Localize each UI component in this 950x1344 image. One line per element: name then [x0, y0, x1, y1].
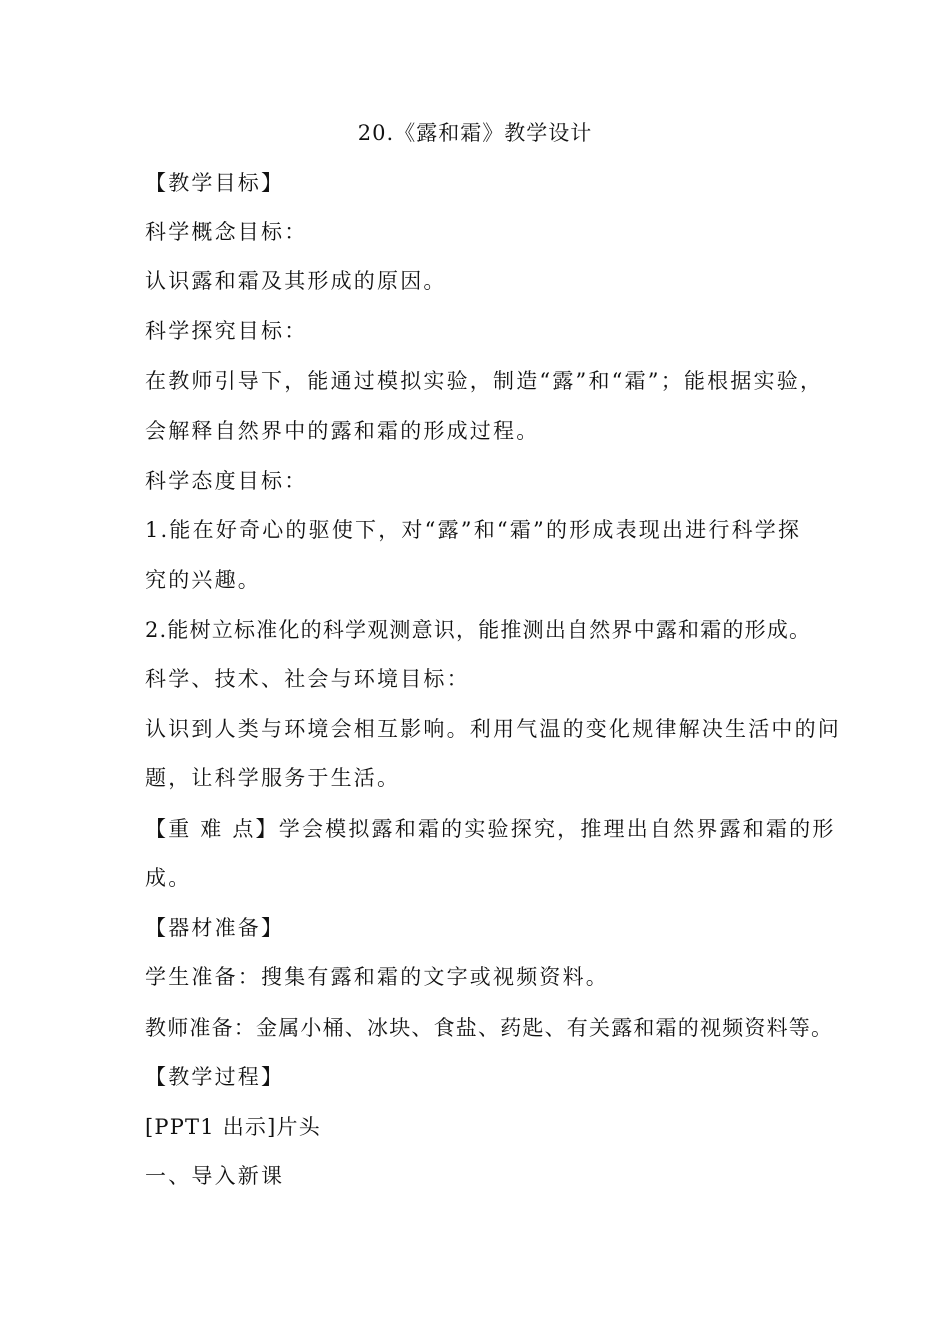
paragraph-line: 1.能在好奇心的驱使下，对“露”和“霜”的形成表现出进行科学探 — [145, 518, 802, 542]
document-title: 20.《露和霜》教学设计 — [357, 121, 593, 145]
subheading-sts-goal: 科学、技术、社会与环境目标： — [145, 667, 470, 691]
paragraph-line: 题，让科学服务于生活。 — [145, 766, 401, 790]
paragraph-line: 在教师引导下，能通过模拟实验，制造“露”和“霜”；能根据实验， — [145, 369, 824, 393]
section-heading-process: 【教学过程】 — [145, 1065, 285, 1089]
paragraph-line: 究的兴趣。 — [145, 568, 261, 592]
paragraph-line: 认识到人类与环境会相互影响。利用气温的变化规律解决生活中的问 — [145, 717, 841, 741]
section-heading-teaching-goals: 【教学目标】 — [145, 171, 285, 195]
section-key-difficulty: 【重 难 点】学会模拟露和霜的实验探究，推理出自然界露和霜的形 — [145, 817, 836, 841]
paragraph-line: 2.能树立标准化的科学观测意识，能推测出自然界中露和霜的形成。 — [145, 618, 812, 642]
paragraph-line: 学生准备：搜集有露和霜的文字或视频资料。 — [145, 965, 609, 989]
subheading-attitude-goal: 科学态度目标： — [145, 469, 308, 493]
paragraph-line: 认识露和霜及其形成的原因。 — [145, 269, 447, 293]
paragraph-line: 成。 — [145, 866, 192, 890]
subheading-inquiry-goal: 科学探究目标： — [145, 319, 308, 343]
paragraph-line: 会解释自然界中的露和霜的形成过程。 — [145, 419, 540, 443]
paragraph-line: [PPT1 出示]片头 — [145, 1115, 321, 1139]
subheading-introduction: 一、导入新课 — [145, 1164, 285, 1188]
subheading-concept-goal: 科学概念目标： — [145, 220, 308, 244]
section-heading-materials: 【器材准备】 — [145, 916, 285, 940]
paragraph-line: 教师准备：金属小桶、冰块、食盐、药匙、有关露和霜的视频资料等。 — [145, 1016, 834, 1040]
